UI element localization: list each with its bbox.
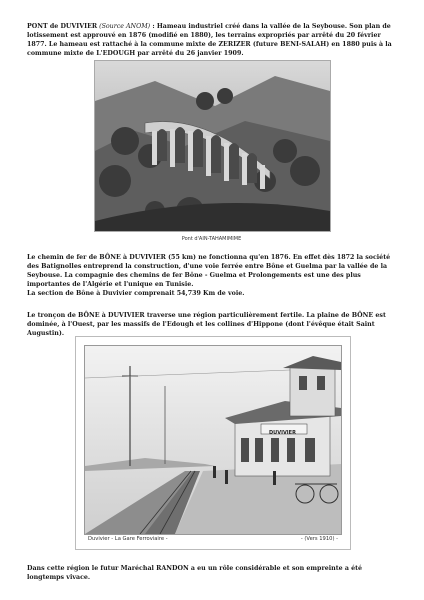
station-postcard [76,337,350,549]
railway-section-text: La section de Bône à Duvivier comprenait 54,739 Km de voie. [27,289,245,297]
region-paragraph [27,312,399,339]
postcard-caption-right: - (Vers 1910) - [300,536,338,542]
station-photo [84,345,342,535]
place-title: PONT de DUVIVIER [27,23,98,30]
intro-paragraph [27,23,399,59]
region-text: Le tronçon de BÔNE à DUVIVIER traverse une région particulièrement fertile. La plaine de BÔNE est dominée, à l'Ouest, par les massifs de l'Edough et les collines d'Hippone (dont l'évêque était Saint Augustin). [27,312,386,337]
bridge-photo [94,60,331,232]
source-note: (Source ANOM) [99,23,151,30]
railway-paragraph [27,254,399,299]
postcard-caption-left: Duvivier - La Gare Ferroviaire - [88,536,168,542]
randon-text: Dans cette région le futur Maréchal RANDON a eu un rôle considérable et son empreinte a été longtemps vivace. [27,565,363,581]
randon-paragraph [27,565,399,583]
intro-text: : Hameau industriel créé dans la vallée de la Seybouse. Son plan de lotissement est approuvé en 1876 (modifié en 1880), les terrains expropriés par arrêté du 20 février 1877. Le hameau est rattaché à la commune mixte de ZERIZER (future BENI-SALAH) en 1880 puis à la commune mixte de L'EDOUGH par arrêté du 26 janvier 1909. [27,23,392,57]
bridge-caption: Pont d'AIN-TAHAMIMIME [181,236,242,242]
railway-text: Le chemin de fer de BÔNE à DUVIVIER (55 km) ne fonctionna qu'en 1876. En effet dès 1872 la société des Batignolles entreprend la construction, d'une voie ferrée entre Bône et Guelma par la vallée de la Seybouse. La compagnie des chemins de fer Bône - Guelma et Prolongements est une des plus importantes de l'Algérie et l'unique en Tunisie. [27,254,391,288]
station-sign: DUVIVIER [269,430,296,436]
